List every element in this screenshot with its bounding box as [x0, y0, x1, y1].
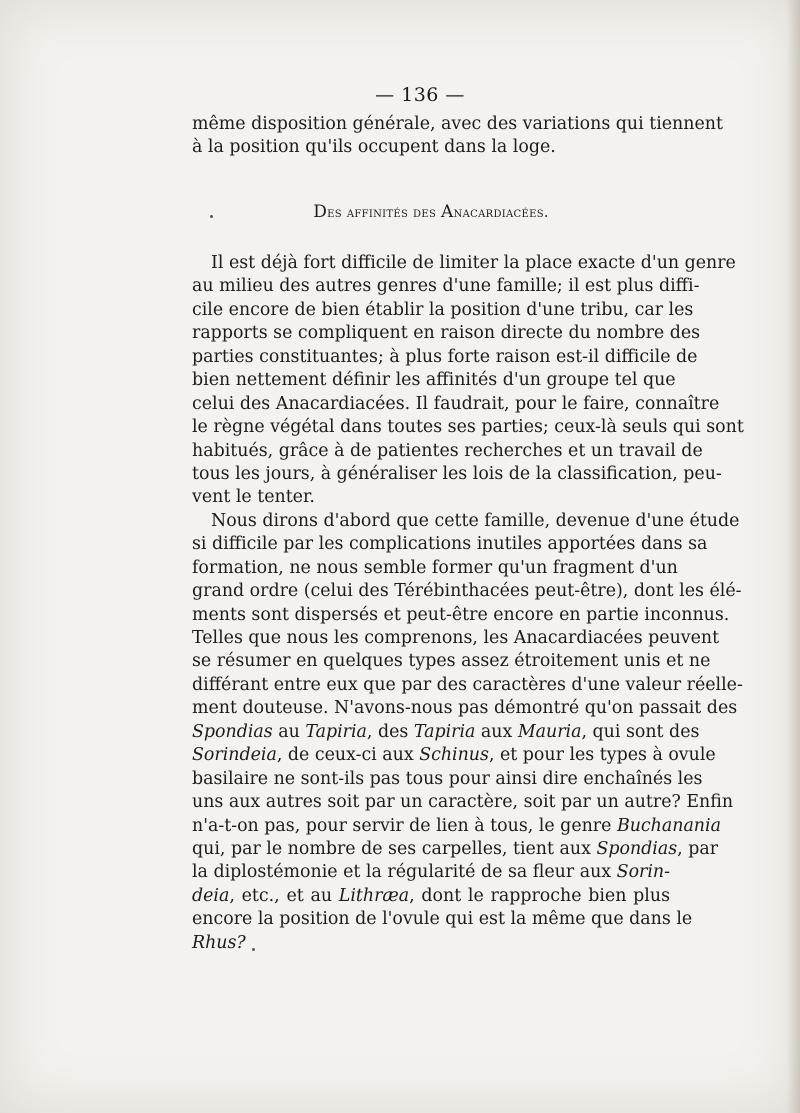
ink-speck	[252, 948, 255, 951]
text-line: Rhus?	[192, 932, 246, 953]
section-heading: Des affinités des Anacardiacées.	[313, 202, 549, 222]
text-line: bien nettement définir les affinités d'un groupe tel que	[192, 370, 676, 391]
text-line: uns aux autres soit par un caractère, soit par un autre? Enfin	[192, 792, 734, 813]
text-line: ment douteuse. N'avons-nous pas démontré qu'on passait des	[192, 698, 738, 719]
text-line: le règne végétal dans toutes ses parties; ceux-là seuls qui sont	[192, 417, 744, 438]
text-line: Spondias au Tapiria, des Tapiria aux Mauria, qui sont des	[192, 721, 700, 742]
text-line: se résumer en quelques types assez étroitement unis et ne	[192, 651, 711, 672]
text-line: différant entre eux que par des caractères d'une valeur réelle-	[192, 674, 743, 695]
text-line: rapports se compliquent en raison directe du nombre des	[192, 323, 701, 344]
body-text	[192, 252, 744, 955]
text-line: parties constituantes; à plus forte raison est-il difficile de	[192, 346, 698, 367]
text-line: basilaire ne sont-ils pas tous pour ainsi dire enchaînés les	[192, 768, 703, 789]
text-line: tous les jours, à généraliser les lois de la classification, peu-	[192, 463, 722, 484]
text-line: cile encore de bien établir la position d'une tribu, car les	[192, 299, 694, 320]
text-line: au milieu des autres genres d'une famille; il est plus diffi-	[192, 276, 700, 297]
text-line: la diplostémonie et la régularité de sa fleur aux Sorin-	[192, 862, 670, 883]
text-line: qui, par le nombre de ses carpelles, tient aux Spondias, par	[192, 838, 719, 859]
ink-speck	[210, 215, 213, 218]
text-line: encore la position de l'ovule qui est la même que dans le	[192, 909, 693, 930]
continued-paragraph	[192, 113, 723, 160]
text-line: si difficile par les complications inutiles apportées dans sa	[192, 534, 708, 555]
text-line: deia, etc., et au Lithræa, dont le rapproche bien plus	[192, 885, 670, 906]
text-line: formation, ne nous semble former qu'un fragment d'un	[192, 557, 678, 578]
text-line: Telles que nous les comprenons, les Anacardiacées peuvent	[192, 628, 720, 648]
text-line: Sorindeia, de ceux-ci aux Schinus, et pour les types à ovule	[192, 745, 716, 766]
text-line: ments sont dispersés et peut-être encore en partie inconnus.	[192, 604, 730, 625]
text-line: n'a-t-on pas, pour servir de lien à tous, le genre Buchanania	[192, 815, 721, 836]
text-line: grand ordre (celui des Térébinthacées peut-être), dont les élé-	[192, 581, 742, 602]
text-line: à la position qu'ils occupent dans la loge.	[192, 137, 556, 158]
paragraph-2	[192, 510, 743, 955]
text-line: celui des Anacardiacées. Il faudrait, pour le faire, connaître	[192, 393, 720, 414]
text-line: même disposition générale, avec des variations qui tiennent	[192, 114, 723, 134]
page-number: — 136 —	[375, 84, 465, 106]
paragraph-1	[192, 252, 744, 510]
page-edge-shadow	[786, 0, 800, 1113]
text-line: habitués, grâce à de patientes recherches et un travail de	[192, 440, 703, 461]
text-line: Il est déjà fort difficile de limiter la place exacte d'un genre	[211, 253, 736, 273]
text-line: vent le tenter.	[192, 487, 315, 508]
text-line: Nous dirons d'abord que cette famille, devenue d'une étude	[211, 510, 740, 531]
